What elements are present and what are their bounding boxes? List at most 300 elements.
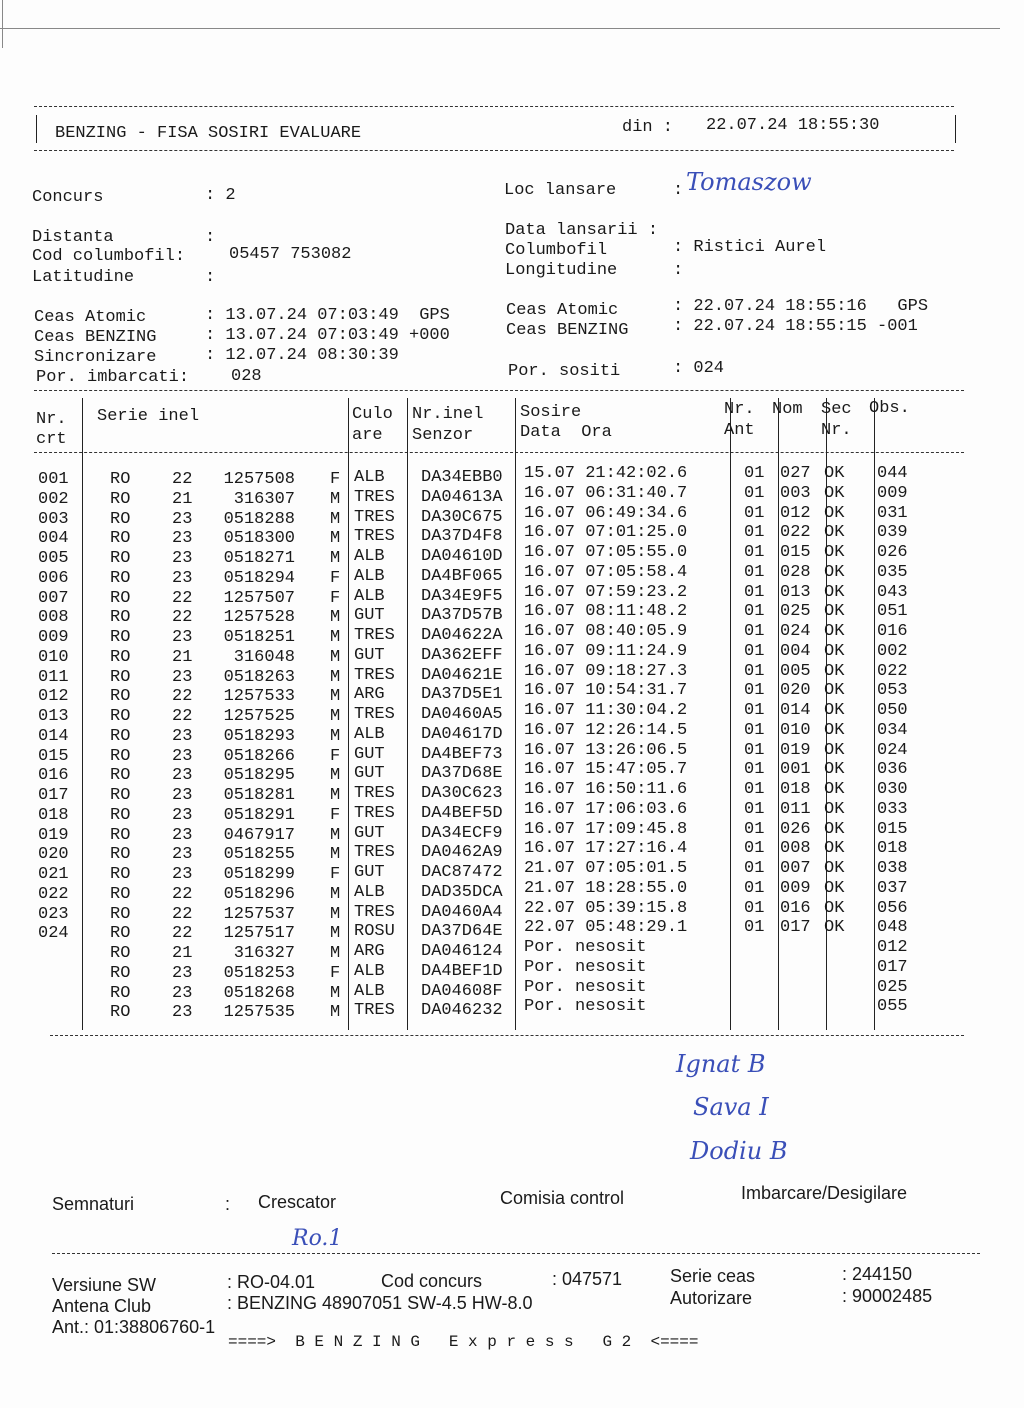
cell-sosire: 21.07 18:28:55.0 (524, 878, 688, 898)
ceas-benzing-end-value: : 22.07.24 18:55:15 -001 (673, 317, 918, 336)
cell-tara: RO (110, 1003, 131, 1023)
cell-sec: OK (824, 622, 845, 641)
cell-obs: 022 (877, 661, 908, 681)
cell-tara: RO (110, 549, 131, 568)
table-row (0, 523, 1024, 549)
cell-inel: 0518299 (223, 865, 295, 884)
cell-obs: 031 (877, 503, 908, 523)
cell-sex: F (330, 865, 341, 884)
cell-sex: M (330, 608, 341, 628)
cell-sosire: 16.07 06:49:34.6 (524, 503, 688, 523)
cell-an: 22 (172, 924, 193, 944)
cell-tara: RO (110, 884, 131, 904)
cell-culoare: TRES (354, 843, 395, 863)
cell-obs: 015 (877, 819, 908, 839)
cell-sec: OK (824, 681, 845, 701)
cell-senzor: DAD35DCA (421, 882, 503, 902)
cell-nom: 013 (780, 582, 811, 602)
cell-tara: RO (110, 746, 131, 766)
cell-inel: 0518253 (223, 963, 295, 983)
table-row (0, 819, 1024, 846)
ceas-benzing-end-label: Ceas BENZING (506, 321, 629, 340)
cell-obs: 055 (877, 997, 908, 1017)
cell-culoare: GUT (354, 744, 385, 764)
table-row (0, 799, 1024, 826)
cell-culoare: ARG (354, 685, 385, 705)
table-header-separator (34, 452, 964, 453)
header-ant-line1: Nr. (724, 400, 755, 419)
distanta-value: : (205, 228, 216, 247)
cell-sosire: Por. nesosit (524, 977, 647, 997)
table-row (0, 562, 1024, 589)
cell-sosire: 16.07 09:11:24.9 (524, 641, 688, 661)
cell-tara: RO (110, 865, 131, 884)
cell-sec: OK (824, 464, 845, 483)
cell-sec: OK (824, 740, 845, 760)
table-row (0, 641, 1024, 668)
cell-nr: 023 (38, 904, 69, 924)
cell-sex: M (330, 489, 341, 509)
cell-senzor: DA37D64E (421, 922, 503, 942)
cell-an: 23 (172, 786, 193, 805)
table-row (0, 938, 1024, 964)
cell-an: 23 (172, 667, 193, 687)
cell-ant: 01 (744, 878, 765, 898)
data-lansarii-label: Data lansarii : (505, 221, 659, 240)
header-border-bottom (34, 150, 954, 151)
imbarcare-desigilare-label: Imbarcare/Desigilare (741, 1183, 908, 1203)
cell-nr: 021 (38, 865, 69, 884)
cell-tara: RO (110, 707, 131, 726)
cell-nom: 012 (780, 503, 811, 523)
document-title: BENZING - FISA SOSIRI EVALUARE (55, 124, 362, 143)
latitudine-label: Latitudine (32, 268, 135, 287)
din-label: din : (622, 118, 674, 137)
cell-senzor: DA30C675 (421, 507, 503, 527)
cell-sex: M (330, 509, 341, 529)
cell-an: 23 (172, 549, 193, 568)
cell-an: 23 (172, 1003, 193, 1023)
cell-sex: M (330, 726, 341, 746)
header-serie-inel: Serie inel (97, 407, 200, 426)
cell-sex: M (330, 845, 341, 865)
cell-inel: 0518266 (223, 746, 295, 766)
header-border-top (34, 106, 954, 107)
table-row (0, 483, 1024, 510)
cell-nr: 009 (38, 628, 69, 647)
header-border-right (955, 115, 956, 143)
cell-sex: M (330, 766, 341, 786)
cell-sex: F (330, 963, 341, 983)
ceas-atomic-start-label: Ceas Atomic (34, 308, 147, 327)
ceas-benzing-start-value: : 13.07.24 07:03:49 +000 (205, 326, 450, 345)
cell-nr: 004 (38, 529, 69, 549)
cell-senzor: DA34EBB0 (421, 468, 503, 487)
cell-sosire: 16.07 12:26:14.5 (524, 720, 688, 740)
cell-nr: 018 (38, 805, 69, 825)
cell-nom: 026 (780, 819, 811, 839)
cell-ant: 01 (744, 582, 765, 602)
cell-nr: 003 (38, 509, 69, 529)
cell-nom: 003 (780, 483, 811, 503)
cell-obs: 024 (877, 740, 908, 760)
cell-obs: 036 (877, 760, 908, 780)
cell-culoare: TRES (354, 902, 395, 922)
cell-an: 23 (172, 726, 193, 746)
table-row (0, 582, 1024, 609)
cell-senzor: DA0460A4 (421, 902, 503, 922)
cell-sex: M (330, 628, 341, 647)
cell-inel: 316048 (233, 647, 295, 667)
cell-culoare: GUT (354, 764, 385, 784)
cell-sec: OK (824, 878, 845, 898)
cell-nom: 016 (780, 898, 811, 918)
cell-nr: 020 (38, 845, 69, 865)
cell-inel: 0518293 (223, 726, 295, 746)
header-nr-line1: Nr. (36, 410, 67, 429)
cell-ant: 01 (744, 543, 765, 562)
cell-inel: 0467917 (223, 825, 295, 845)
table-row (0, 464, 1024, 490)
cell-sex: M (330, 647, 341, 667)
cell-inel: 0518294 (223, 568, 295, 588)
ceas-atomic-end-value: : 22.07.24 18:55:16 GPS (673, 297, 929, 316)
table-row (0, 503, 1024, 530)
cell-sosire: 16.07 16:50:11.6 (524, 780, 688, 799)
cell-an: 22 (172, 884, 193, 904)
cell-an: 21 (172, 489, 193, 509)
cell-nom: 007 (780, 859, 811, 878)
table-border-top (34, 390, 964, 391)
versiune-sw-label: Versiune SW (52, 1275, 157, 1295)
cell-senzor: DA37D5E1 (421, 685, 503, 705)
scan-edge-top (0, 28, 1000, 29)
cell-ant: 01 (744, 602, 765, 622)
cell-obs: 043 (877, 582, 908, 602)
cell-nr: 019 (38, 825, 69, 845)
cell-culoare: ALB (354, 882, 385, 902)
cell-nr: 005 (38, 549, 69, 568)
cell-nom: 027 (780, 464, 811, 483)
cell-senzor: DA04621E (421, 665, 503, 685)
table-row (0, 977, 1024, 1004)
cell-nr: 016 (38, 766, 69, 786)
cell-inel: 316327 (233, 944, 295, 963)
handwritten-signature-1: Ignat B (676, 1050, 766, 1078)
table-row (0, 839, 1024, 865)
cell-inel: 1257528 (223, 608, 295, 628)
cell-sec: OK (824, 523, 845, 543)
table-row (0, 622, 1024, 648)
cell-senzor: DA04617D (421, 724, 503, 744)
cell-inel: 0518255 (223, 845, 295, 865)
cell-ant: 01 (744, 701, 765, 720)
cell-sex: M (330, 924, 341, 944)
cell-nom: 025 (780, 602, 811, 622)
handwritten-signature-3: Dodiu B (690, 1137, 788, 1165)
cell-sosire: 16.07 15:47:05.7 (524, 760, 688, 780)
cell-an: 23 (172, 509, 193, 529)
table-row (0, 602, 1024, 628)
table-row (0, 859, 1024, 885)
cell-sosire: 21.07 07:05:01.5 (524, 859, 688, 878)
cell-sec: OK (824, 780, 845, 799)
cell-culoare: TRES (354, 784, 395, 803)
cell-inel: 0518281 (223, 786, 295, 805)
table-row (0, 918, 1024, 944)
cell-inel: 0518291 (223, 805, 295, 825)
cell-senzor: DA4BEF1D (421, 961, 503, 981)
cell-culoare: ROSU (354, 922, 395, 942)
versiune-sw-value: : RO-04.01 (227, 1272, 316, 1292)
cell-ant: 01 (744, 562, 765, 582)
cell-an: 22 (172, 707, 193, 726)
cell-nom: 019 (780, 740, 811, 760)
distanta-label: Distanta (32, 228, 114, 247)
cell-sex: M (330, 944, 341, 963)
loc-lansare-colon: : (673, 181, 684, 200)
cell-nom: 015 (780, 543, 811, 562)
cell-an: 22 (172, 687, 193, 707)
cell-senzor: DA04610D (421, 547, 503, 566)
cell-obs: 051 (877, 602, 908, 622)
cell-senzor: DA37D4F8 (421, 527, 503, 547)
cell-culoare: GUT (354, 823, 385, 843)
cell-tara: RO (110, 805, 131, 825)
cell-obs: 044 (877, 464, 908, 483)
loc-lansare-label: Loc lansare (504, 181, 617, 200)
cell-senzor: DA362EFF (421, 645, 503, 665)
cell-sex: M (330, 687, 341, 707)
cell-senzor: DA04613A (421, 487, 503, 507)
cell-nr: 013 (38, 707, 69, 726)
cell-an: 22 (172, 904, 193, 924)
cell-culoare: ALB (354, 981, 385, 1001)
antenna-id: Ant.: 01:38806760-1 (52, 1317, 216, 1337)
cell-sex: F (330, 805, 341, 825)
cell-inel: 0518288 (223, 509, 295, 529)
cell-senzor: DA046124 (421, 942, 503, 961)
cell-an: 23 (172, 963, 193, 983)
cell-nr: 010 (38, 647, 69, 667)
cell-culoare: TRES (354, 665, 395, 685)
cell-senzor: DA34ECF9 (421, 823, 503, 843)
cell-sosire: 16.07 17:09:45.8 (524, 819, 688, 839)
cell-inel: 1257537 (223, 904, 295, 924)
cell-obs: 002 (877, 641, 908, 661)
cell-senzor: DA04608F (421, 981, 503, 1001)
cell-sosire: 16.07 13:26:06.5 (524, 740, 688, 760)
cell-inel: 0518296 (223, 884, 295, 904)
cell-obs: 030 (877, 780, 908, 799)
cell-sex: F (330, 746, 341, 766)
cell-senzor: DA34E9F5 (421, 586, 503, 606)
cell-obs: 033 (877, 799, 908, 819)
cell-tara: RO (110, 667, 131, 687)
cell-obs: 048 (877, 918, 908, 938)
cell-ant: 01 (744, 819, 765, 839)
cell-culoare: ALB (354, 547, 385, 566)
cell-obs: 053 (877, 681, 908, 701)
cell-sec: OK (824, 543, 845, 562)
cell-nom: 001 (780, 760, 811, 780)
cell-nr: 015 (38, 746, 69, 766)
cell-obs: 038 (877, 859, 908, 878)
table-row (0, 957, 1024, 984)
cell-senzor: DA4BEF73 (421, 744, 503, 764)
scan-edge-left (2, 0, 3, 48)
cell-an: 22 (172, 470, 193, 489)
header-nom: Nom (772, 400, 803, 419)
cell-inel: 0518271 (223, 549, 295, 568)
cell-an: 23 (172, 746, 193, 766)
cell-senzor: DAC87472 (421, 863, 503, 882)
cell-sosire: Por. nesosit (524, 938, 647, 957)
cell-nr: 012 (38, 687, 69, 707)
cell-sex: M (330, 707, 341, 726)
table-row (0, 661, 1024, 688)
cell-sosire: 16.07 08:40:05.9 (524, 622, 688, 641)
cell-senzor: DA046232 (421, 1001, 503, 1021)
cell-sex: M (330, 529, 341, 549)
cell-ant: 01 (744, 859, 765, 878)
serie-ceas-value: : 244150 (842, 1264, 913, 1284)
cell-inel: 1257535 (223, 1003, 295, 1023)
cell-sosire: 16.07 09:18:27.3 (524, 661, 688, 681)
cell-ant: 01 (744, 720, 765, 740)
serie-ceas-label: Serie ceas (670, 1266, 756, 1286)
cell-tara: RO (110, 726, 131, 746)
cell-an: 23 (172, 568, 193, 588)
cell-sosire: 22.07 05:48:29.1 (524, 918, 688, 938)
concurs-value: : 2 (205, 186, 236, 205)
antena-club-label: Antena Club (52, 1296, 152, 1316)
por-sositi-value: : 024 (673, 359, 725, 378)
cell-tara: RO (110, 924, 131, 944)
table-row (0, 878, 1024, 905)
cell-inel: 1257533 (223, 687, 295, 707)
cell-tara: RO (110, 568, 131, 588)
longitudine-value: : (673, 261, 684, 280)
cell-ant: 01 (744, 503, 765, 523)
cell-sosire: 16.07 17:27:16.4 (524, 839, 688, 859)
cell-sec: OK (824, 799, 845, 819)
cell-culoare: ALB (354, 566, 385, 586)
benzing-express-banner: ====> B E N Z I N G E x p r e s s G 2 <==== (228, 1333, 699, 1351)
table-row (0, 720, 1024, 747)
table-row (0, 543, 1024, 569)
cell-sex: M (330, 983, 341, 1003)
cell-sec: OK (824, 641, 845, 661)
cell-culoare: GUT (354, 606, 385, 626)
header-culoare-line1: Culo (352, 405, 393, 424)
longitudine-label: Longitudine (505, 261, 618, 280)
loc-lansare-handwritten: Tomaszow (686, 168, 812, 196)
header-sosire-line1: Sosire (520, 403, 582, 422)
por-sositi-label: Por. sositi (508, 362, 621, 381)
cell-an: 22 (172, 608, 193, 628)
cell-tara: RO (110, 944, 131, 963)
cell-an: 23 (172, 983, 193, 1003)
cell-an: 23 (172, 805, 193, 825)
cell-culoare: ARG (354, 942, 385, 961)
cod-columbofil-label: Cod columbofil: (32, 247, 186, 266)
cell-ant: 01 (744, 523, 765, 543)
cell-culoare: TRES (354, 527, 395, 547)
cell-culoare: GUT (354, 645, 385, 665)
table-row (0, 898, 1024, 925)
header-sec-line1: Sec (821, 400, 852, 419)
cell-tara: RO (110, 588, 131, 608)
cell-sec: OK (824, 898, 845, 918)
cell-sec: OK (824, 701, 845, 720)
cell-culoare: ALB (354, 468, 385, 487)
cell-culoare: ALB (354, 961, 385, 981)
cell-an: 23 (172, 825, 193, 845)
cell-obs: 035 (877, 562, 908, 582)
sincronizare-value: : 12.07.24 08:30:39 (205, 346, 399, 365)
cell-tara: RO (110, 983, 131, 1003)
cell-nom: 020 (780, 681, 811, 701)
por-imbarcati-label: Por. imbarcati: (36, 368, 190, 387)
cell-sosire: Por. nesosit (524, 997, 647, 1017)
cell-obs: 009 (877, 483, 908, 503)
cell-nr: 001 (38, 470, 69, 489)
cell-sex: M (330, 786, 341, 805)
cell-nom: 010 (780, 720, 811, 740)
cell-sex: M (330, 1003, 341, 1023)
cell-ant: 01 (744, 464, 765, 483)
columbofil-label: Columbofil (505, 241, 608, 260)
cell-tara: RO (110, 628, 131, 647)
cell-nom: 009 (780, 878, 811, 898)
cell-nr: 011 (38, 667, 69, 687)
cell-inel: 1257525 (223, 707, 295, 726)
cell-ant: 01 (744, 898, 765, 918)
cell-ant: 01 (744, 641, 765, 661)
table-row (0, 780, 1024, 806)
cell-ant: 01 (744, 483, 765, 503)
cell-culoare: ALB (354, 724, 385, 744)
cell-sex: F (330, 568, 341, 588)
cell-tara: RO (110, 766, 131, 786)
columbofil-value: : Ristici Aurel (673, 238, 827, 257)
cell-ant: 01 (744, 740, 765, 760)
cell-culoare: TRES (354, 705, 395, 724)
cell-obs: 016 (877, 622, 908, 641)
cell-ant: 01 (744, 681, 765, 701)
cell-sex: M (330, 825, 341, 845)
cell-obs: 025 (877, 977, 908, 997)
table-row (0, 701, 1024, 727)
cell-obs: 037 (877, 878, 908, 898)
cell-nom: 017 (780, 918, 811, 938)
cell-nom: 011 (780, 799, 811, 819)
cell-sosire: 16.07 10:54:31.7 (524, 681, 688, 701)
table-row (0, 760, 1024, 786)
cell-nom: 018 (780, 780, 811, 799)
cell-an: 21 (172, 647, 193, 667)
cell-sosire: Por. nesosit (524, 957, 647, 977)
cell-senzor: DA37D57B (421, 606, 503, 626)
cell-senzor: DA4BF065 (421, 566, 503, 586)
cell-an: 22 (172, 588, 193, 608)
cell-culoare: TRES (354, 1001, 395, 1021)
cell-tara: RO (110, 509, 131, 529)
cell-tara: RO (110, 825, 131, 845)
cell-sex: M (330, 549, 341, 568)
header-ant-line2: Ant (724, 421, 755, 440)
